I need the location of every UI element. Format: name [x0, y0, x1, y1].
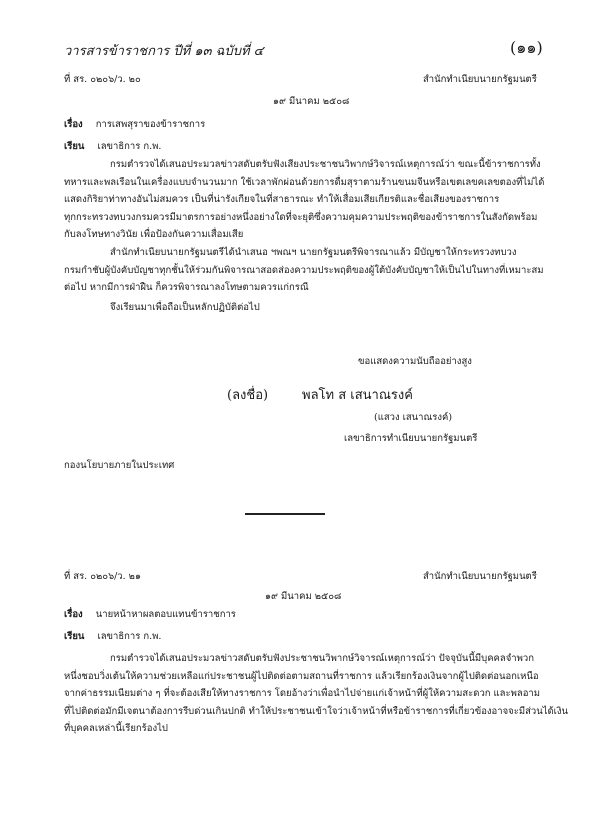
letter-1-office: สำนักทำเนียบนายกรัฐมนตรี — [423, 74, 537, 85]
letter-1-reference: ที่ สร. ๐๒๐๖/ว. ๒๐ — [64, 74, 141, 85]
subject-text: การเสพสุราของข้าราชการ — [95, 119, 206, 130]
recipient-label: เรียน — [64, 141, 85, 152]
letter-2-paragraph-1 — [64, 650, 568, 738]
text-line: สำนักทำเนียบนายกรัฐมนตรีได้นำเสนอ ฯพณฯ นายกรัฐมนตรีพิจารณาแล้ว มีบัญชาให้กระทรวงทบวง — [110, 247, 517, 258]
text-line: กรมตำรวจได้เสนอประมวลข่าวสดับตรับฟังเสียงประชาชนวิพากษ์วิจารณ์เหตุการณ์ว่า ขณะนี้ข้าราชการทั้ง — [110, 159, 541, 170]
subject-text: นายหน้าหาผลตอบแทนข้าราชการ — [95, 609, 236, 620]
recipient-label: เรียน — [64, 631, 85, 642]
letter-2-office: สำนักทำเนียบนายกรัฐมนตรี — [423, 571, 537, 582]
letter-2-date: ๑๙ มีนาคม ๒๕๐๘ — [265, 591, 342, 602]
text-line: กรมตำรวจได้เสนอประมวลข่าวสดับตรับฟังประชาชนวิพากษ์วิจารณ์เหตุการณ์ว่า ปัจจุบันนี้มีบุคคลจำพวก — [110, 653, 534, 664]
signer-title: เลขาธิการทำเนียบนายกรัฐมนตรี — [344, 433, 478, 444]
letter-1-subject — [64, 117, 205, 132]
page-number: (๑๑) — [510, 38, 543, 57]
text-line: ต่อไป หากมีการฝ่าฝืน ก็ควรพิจารณาลงโทษตามควรแก่กรณี — [64, 282, 309, 293]
recipient-text: เลขาธิการ ก.พ. — [97, 631, 162, 642]
text-line: กรมกำชับผู้บังคับบัญชาทุกชั้นให้ร่วมกันพิจารณาสอดส่องความประพฤติของผู้ใต้บังคับบัญชาให้เป็นไปในทางที่เหมาะสม — [64, 264, 544, 276]
signature: พลโท ส เสนาณรงค์ — [302, 388, 413, 403]
letter-1-paragraph-1 — [64, 156, 544, 244]
text-line: กับลงโทษทางวินัย เพื่อป้องกันความเสื่อมเสีย — [64, 229, 244, 240]
text-line: จากค่าธรรมเนียมต่าง ๆ ที่จะต้องเสียให้ทางราชการ โดยอ้างว่าเพื่อนำไปจ่ายแก่เจ้าหน้าที่ผู้ให้ความสะดวก และพลอาม — [64, 688, 540, 699]
letter-1-closing: ขอแสดงความนับถืออย่างสูง — [358, 356, 472, 367]
subject-label: เรื่อง — [64, 609, 83, 620]
text-line: แสดงกิริยาท่าทางอันไม่สมควร เป็นที่น่ารังเกียจในที่สาธารณะ ทำให้เสื่อมเสียเกียรติและชื่อเสียงของราชการ — [64, 194, 500, 205]
letter-1-recipient — [64, 139, 161, 154]
letter-2-subject — [64, 607, 236, 622]
recipient-text: เลขาธิการ ก.พ. — [97, 141, 162, 152]
letter-2-recipient — [64, 629, 161, 644]
journal-title: วารสารข้าราชการ ปีที่ ๑๓ ฉบับที่ ๔ — [64, 44, 264, 59]
letter-1-department: กองนโยบายภายในประเทศ — [64, 460, 175, 471]
letter-1-date: ๑๙ มีนาคม ๒๕๐๘ — [273, 96, 350, 107]
letter-1-paragraph-3: จึงเรียนมาเพื่อถือเป็นหลักปฏิบัติต่อไป — [110, 302, 260, 313]
text-line: ที่บุคคลเหล่านี้เรียกร้องไป — [64, 723, 168, 734]
subject-label: เรื่อง — [64, 119, 83, 130]
letter-1-paragraph-2 — [64, 244, 544, 297]
text-line: ทหารและพลเรือนในเครื่องแบบจำนวนมาก ใช้เวลาพักผ่อนด้วยการดื่มสุราตามร้านขนมจีนหรือเขตเลขคเลขตองที่ไม่ได้ — [64, 176, 545, 188]
text-line: ที่ไปติดต่อมักมีเจตนาต้องการรีบด่วนเกินปกติ ทำให้ประชาชนเข้าใจว่าเจ้าหน้าที่หรือข้าราชการที่เกี่ยวข้องอาจจะมีส่วนได้เงิน — [64, 705, 569, 717]
letter-2-reference: ที่ สร. ๐๒๐๖/ว. ๒๑ — [64, 571, 141, 582]
text-line: ทุกกระทรวงทบวงกรมควรมีมาตรการอย่างหนึ่งอย่างใดที่จะยุติซึ่งความคุมความประพฤติของข้าราชการในสังกัดพร้อม — [64, 211, 538, 223]
text-line: หนึ่งชอบวิ่งเต้นให้ความช่วยเหลือแก่ประชาชนผู้ไปติดต่อตามสถานที่ราชการ แล้วเรียกร้องเงินจากผู้ไปติดต่อนอกเหนือ — [64, 670, 539, 682]
signed-marker: (ลงชื่อ) — [227, 388, 269, 403]
signer-name: (แสวง เสนาณรงค์) — [374, 412, 453, 423]
section-divider — [245, 513, 325, 515]
